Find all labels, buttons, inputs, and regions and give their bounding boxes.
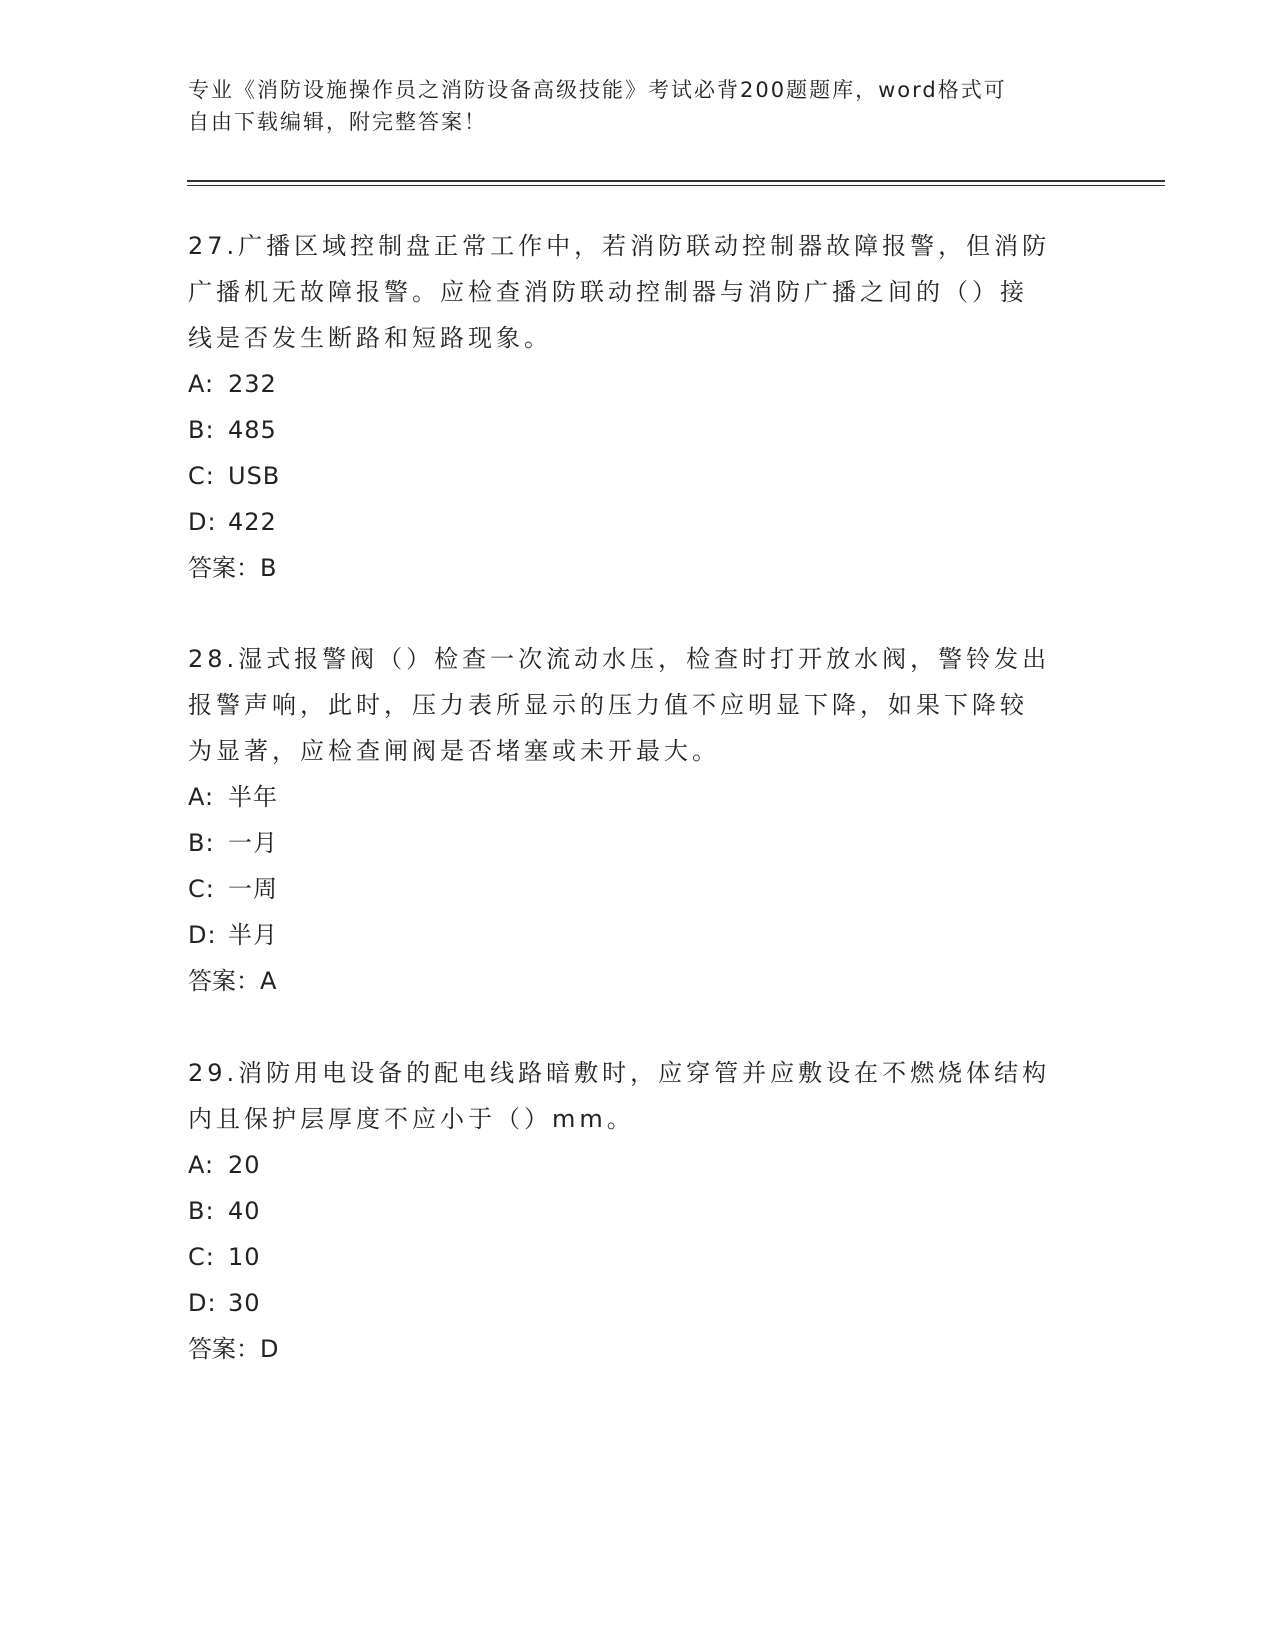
answer-line: 答案：D <box>188 1335 279 1363</box>
answer-line: 答案：B <box>188 554 277 582</box>
header-divider-thick <box>187 180 1165 182</box>
option-b: B: 40 <box>188 1197 261 1225</box>
option-b: B: 一月 <box>188 829 278 857</box>
question-stem-line: 广播机无故障报警。应检查消防联动控制器与消防广播之间的（）接 <box>188 278 1028 306</box>
question-27 <box>188 223 1088 591</box>
option-d: D: 422 <box>188 508 277 536</box>
header-line-1: 专业《消防设施操作员之消防设备高级技能》考试必背200题题库，word格式可 <box>188 78 1007 102</box>
question-29 <box>188 1050 1088 1372</box>
option-a: A: 20 <box>188 1151 261 1179</box>
option-c: C: 10 <box>188 1243 261 1271</box>
option-a: A: 半年 <box>188 783 278 811</box>
question-stem-line: 报警声响，此时，压力表所显示的压力值不应明显下降，如果下降较 <box>188 691 1028 719</box>
question-stem-line: 29.消防用电设备的配电线路暗敷时，应穿管并应敷设在不燃烧体结构 <box>188 1059 1051 1087</box>
option-d: D: 半月 <box>188 921 278 949</box>
question-stem-line: 线是否发生断路和短路现象。 <box>188 324 552 352</box>
question-stem-line: 内且保护层厚度不应小于（）mm。 <box>188 1105 635 1133</box>
header-divider-thin <box>187 185 1165 186</box>
answer-line: 答案：A <box>188 967 277 995</box>
option-c: C: 一周 <box>188 875 278 903</box>
question-28 <box>188 636 1088 1004</box>
option-b: B: 485 <box>188 416 277 444</box>
question-stem-line: 28.湿式报警阀（）检查一次流动水压，检查时打开放水阀，警铃发出 <box>188 645 1051 673</box>
question-stem-line: 27.广播区域控制盘正常工作中，若消防联动控制器故障报警，但消防 <box>188 232 1051 260</box>
question-stem-line: 为显著，应检查闸阀是否堵塞或未开最大。 <box>188 737 720 765</box>
option-a: A: 232 <box>188 370 277 398</box>
document-header <box>188 74 1068 138</box>
option-c: C: USB <box>188 462 281 490</box>
option-d: D: 30 <box>188 1289 261 1317</box>
header-line-2: 自由下载编辑，附完整答案！ <box>188 110 487 134</box>
